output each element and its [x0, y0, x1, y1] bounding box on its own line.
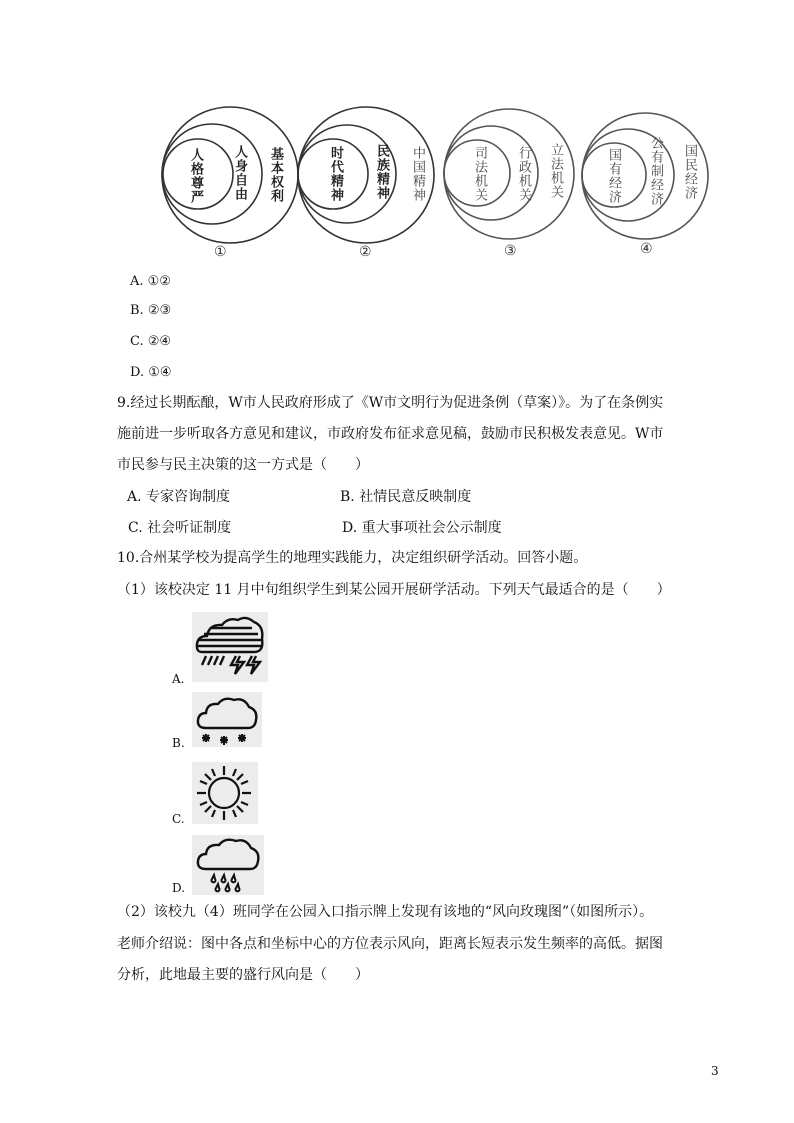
q9-option-d: D. 重大事项社会公示制度	[342, 520, 502, 536]
q8-option-d: D. ①④	[130, 365, 172, 380]
diagram-4-middle: 公有制经济	[648, 136, 663, 206]
diagram-1-outer: 基本权利	[268, 147, 283, 203]
diagram-3-outer: 立法机关	[548, 143, 563, 199]
q10-sub2-line-1: （2）该校九（4）班同学在公园入口指示牌上发现有该地的“风向玫瑰图”（如图所示）。	[117, 904, 654, 920]
sunny-icon	[192, 762, 258, 824]
page-number: 3	[711, 1064, 719, 1078]
diagram-2-middle: 民族精神	[374, 144, 389, 200]
snow-icon	[192, 692, 262, 747]
diagram-3-label: ③	[504, 243, 517, 259]
diagram-1-inner: 人格尊严	[188, 148, 203, 204]
weather-option-a-label: A.	[172, 672, 185, 686]
diagram-1-label: ①	[214, 244, 227, 260]
weather-option-c-label: C.	[172, 812, 185, 826]
diagram-4-inner: 国有经济	[606, 148, 621, 204]
q9-option-b: B. 社情民意反映制度	[340, 489, 472, 505]
diagram-3-inner: 司法机关	[472, 146, 487, 202]
q10-sub1: （1）该校决定 11 月中旬组织学生到某公园开展研学活动。下列天气最适合的是（ ）	[117, 582, 671, 598]
venn-diagrams	[0, 0, 794, 270]
diagram-4-label: ④	[640, 241, 653, 257]
diagram-2-label: ②	[359, 244, 372, 260]
q9-line-1: 9.经过长期酝酿，W市人民政府形成了《W市文明行为促进条例（草案）》。为了在条例实	[117, 395, 664, 411]
q9-line-2: 施前进一步听取各方意见和建议，市政府发布征求意见稿，鼓励市民积极发表意见。W市	[117, 426, 664, 442]
q9-line-3: 市民参与民主决策的这一方式是（ ）	[117, 457, 369, 473]
q8-option-a: A. ①②	[130, 274, 171, 289]
diagram-4-outer: 国民经济	[682, 144, 697, 200]
rain-icon	[192, 835, 264, 895]
q8-option-b: B. ②③	[130, 303, 172, 318]
q9-option-a: A. 专家咨询制度	[127, 489, 231, 505]
diagram-2-outer: 中国精神	[410, 146, 425, 202]
q10-sub2-line-3: 分析，此地最主要的盛行风向是（ ）	[117, 967, 369, 983]
diagram-1-middle: 人身自由	[232, 145, 247, 201]
diagram-2-inner: 时代精神	[328, 146, 343, 202]
thunderstorm-icon	[192, 612, 268, 682]
q10-sub2-line-2: 老师介绍说：图中各点和坐标中心的方位表示风向，距离长短表示发生频率的高低。据图	[117, 936, 663, 952]
q9-option-c: C. 社会听证制度	[128, 520, 232, 536]
weather-option-b-label: B.	[172, 736, 185, 750]
diagram-3-middle: 行政机关	[516, 146, 531, 202]
q10-stem: 10.合州某学校为提高学生的地理实践能力，决定组织研学活动。回答小题。	[117, 550, 588, 566]
weather-option-d-label: D.	[172, 881, 186, 895]
q8-option-c: C. ②④	[130, 334, 172, 349]
